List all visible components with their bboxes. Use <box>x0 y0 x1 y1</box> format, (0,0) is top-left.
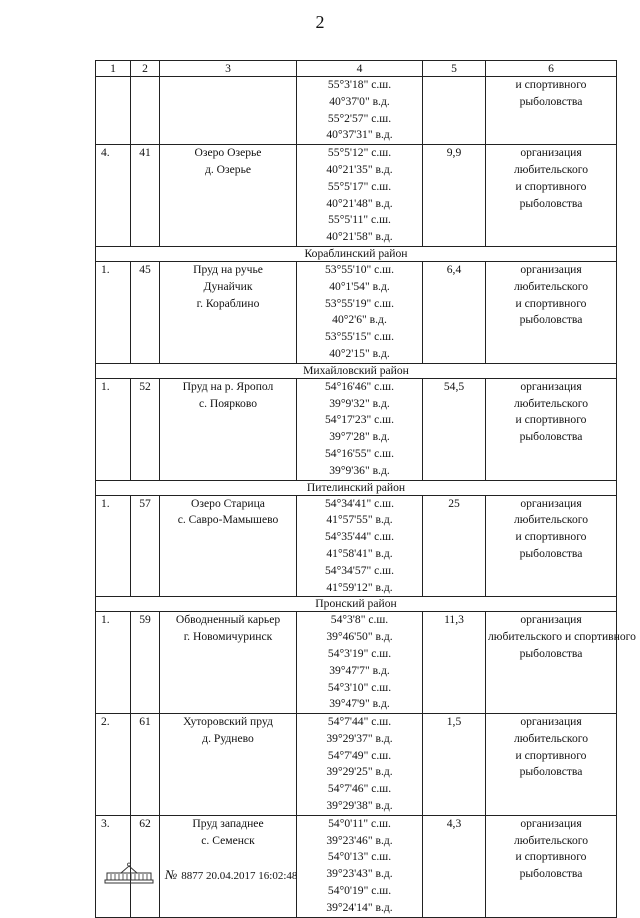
area-cell <box>423 77 486 145</box>
coordinates-cell-line: 54°3'19" с.ш. <box>327 646 392 660</box>
district-title: Михайловский район <box>96 363 617 378</box>
coordinates-cell-line: 39°47'7" в.д. <box>329 663 390 677</box>
table-row <box>96 261 617 363</box>
purpose-cell-line: организация <box>520 496 582 510</box>
coordinates-cell-line: 41°58'41" в.д. <box>326 546 393 560</box>
object-name-cell-line: Пруд на ручье <box>193 262 263 276</box>
coordinates-cell-line: 54°3'8" с.ш. <box>330 613 389 627</box>
coordinates-cell-line: 40°2'15" в.д. <box>329 346 390 360</box>
continuation-row <box>96 77 617 145</box>
coordinates-cell <box>297 495 423 597</box>
district-title: Пронский район <box>96 597 617 612</box>
purpose-cell-line: рыболовства <box>519 546 583 560</box>
purpose-cell-line: организация <box>520 816 582 830</box>
object-name-cell-line: Хуторовский пруд <box>183 715 273 729</box>
coordinates-cell-line: 54°7'49" с.ш. <box>327 748 392 762</box>
coordinates-cell-line: 40°37'0" в.д. <box>329 94 390 108</box>
area-cell: 6,4 <box>423 261 486 363</box>
coordinates-cell-line: 55°5'17" с.ш. <box>327 179 392 193</box>
district-section-row <box>96 597 617 612</box>
registration-stamp <box>165 867 297 883</box>
object-name-cell-line: д. Руднево <box>202 731 254 745</box>
row-number-cell: 4. <box>96 145 131 247</box>
purpose-cell-line: и спортивного <box>515 413 587 427</box>
coordinates-cell-line: 40°21'48" в.д. <box>326 196 393 210</box>
coordinates-cell-line: 53°55'15" с.ш. <box>324 330 394 344</box>
purpose-cell <box>486 145 617 247</box>
purpose-cell-line: любительского <box>513 833 589 847</box>
purpose-cell-line: рыболовства <box>519 94 583 108</box>
number-sign: № <box>165 867 178 882</box>
district-section-row <box>96 480 617 495</box>
coordinates-cell-line: 54°7'44" с.ш. <box>327 715 392 729</box>
object-name-cell-line: Пруд на р. Яропол <box>182 379 274 393</box>
purpose-cell-line: рыболовства <box>519 867 583 881</box>
purpose-cell-line: организация <box>520 146 582 160</box>
object-id-cell: 57 <box>131 495 160 597</box>
object-name-cell-line: г. Новомичуринск <box>183 630 273 644</box>
coordinates-cell-line: 39°9'36" в.д. <box>329 463 390 477</box>
coordinates-cell-line: 54°34'57" с.ш. <box>324 563 394 577</box>
district-section-row <box>96 246 617 261</box>
coordinates-cell-line: 55°5'11" с.ш. <box>328 213 391 227</box>
coordinates-cell-line: 54°3'10" с.ш. <box>327 680 392 694</box>
coordinates-cell-line: 39°9'32" в.д. <box>329 396 390 410</box>
coordinates-cell <box>297 145 423 247</box>
row-number-cell: 3. <box>96 815 131 917</box>
coordinates-cell-line: 55°3'18" с.ш. <box>327 78 392 91</box>
coordinates-cell-line: 41°57'55" в.д. <box>326 513 393 527</box>
purpose-cell-line: рыболовства <box>519 196 583 210</box>
coordinates-cell-line: 53°55'19" с.ш. <box>324 296 394 310</box>
object-name-cell-line: с. Савро-Мамышево <box>177 513 279 527</box>
object-name-cell-line: д. Озерье <box>204 162 252 176</box>
row-number-cell: 1. <box>96 378 131 480</box>
district-title: Кораблинский район <box>96 246 617 261</box>
coordinates-cell-line: 39°46'50" в.д. <box>326 630 393 644</box>
purpose-cell-line: и спортивного <box>515 179 587 193</box>
purpose-cell-line: и спортивного <box>515 530 587 544</box>
coordinates-cell-line: 39°29'37" в.д. <box>326 731 393 745</box>
purpose-cell-line: и спортивного <box>515 78 587 91</box>
coordinates-cell-line: 55°5'12" с.ш. <box>327 146 392 160</box>
object-name-cell-line: Озеро Старица <box>191 496 265 510</box>
building-stamp-icon <box>103 861 155 885</box>
purpose-cell-line: организация <box>520 613 582 627</box>
area-cell: 1,5 <box>423 714 486 816</box>
coordinates-cell-line: 54°17'23" с.ш. <box>324 413 394 427</box>
table-row <box>96 378 617 480</box>
page-number: 2 <box>315 12 325 32</box>
purpose-cell <box>486 612 636 714</box>
coordinates-cell-line: 39°29'38" в.д. <box>326 799 393 813</box>
coordinates-cell-line: 40°1'54" в.д. <box>329 279 390 293</box>
row-number-cell: 2. <box>96 714 131 816</box>
purpose-cell <box>486 495 617 597</box>
header-cell: 2 <box>131 61 160 77</box>
purpose-cell-line: рыболовства <box>519 765 583 779</box>
object-name-cell <box>160 378 297 480</box>
header-cell: 6 <box>486 61 617 77</box>
coordinates-cell-line: 41°59'12" в.д. <box>326 580 393 594</box>
purpose-cell <box>486 378 617 480</box>
purpose-cell-line: любительского <box>513 731 589 745</box>
header-cell: 5 <box>423 61 486 77</box>
purpose-cell <box>486 815 617 917</box>
purpose-cell-line: рыболовства <box>519 430 583 444</box>
object-name-cell <box>160 495 297 597</box>
object-name-cell-line: г. Кораблино <box>196 296 260 310</box>
purpose-cell <box>486 77 617 145</box>
area-cell: 54,5 <box>423 378 486 480</box>
purpose-cell-line: любительского и спортивного <box>488 630 636 644</box>
coordinates-cell-line: 39°7'28" в.д. <box>329 430 390 444</box>
coordinates-cell-line: 53°55'10" с.ш. <box>324 262 394 276</box>
table-row <box>96 612 617 714</box>
coordinates-cell-line: 54°7'46" с.ш. <box>327 782 392 796</box>
area-cell: 4,3 <box>423 815 486 917</box>
object-id-cell: 62 <box>131 815 160 917</box>
coordinates-cell <box>297 261 423 363</box>
coordinates-cell-line: 40°2'6" в.д. <box>332 313 387 327</box>
document-footer <box>103 859 297 885</box>
object-name-cell <box>160 77 297 145</box>
purpose-cell-line: любительского <box>513 513 589 527</box>
object-name-cell <box>160 714 297 816</box>
object-name-cell-line: с. Поярково <box>198 396 258 410</box>
object-name-cell <box>160 261 297 363</box>
coordinates-cell-line: 39°47'9" в.д. <box>329 697 390 711</box>
coordinates-cell-line: 54°0'19" с.ш. <box>327 884 392 898</box>
coordinates-cell-line: 55°2'57" с.ш. <box>327 111 392 125</box>
coordinates-cell-line: 40°37'31" в.д. <box>326 128 393 142</box>
coordinates-cell-line: 39°24'14" в.д. <box>326 900 393 914</box>
header-cell: 1 <box>96 61 131 77</box>
area-cell: 25 <box>423 495 486 597</box>
purpose-cell-line: организация <box>520 262 582 276</box>
purpose-cell-line: любительского <box>513 396 589 410</box>
district-section-row <box>96 363 617 378</box>
purpose-cell-line: организация <box>520 715 582 729</box>
object-id-cell: 45 <box>131 261 160 363</box>
table-row <box>96 145 617 247</box>
area-cell: 11,3 <box>423 612 486 714</box>
coordinates-cell-line: 40°21'35" в.д. <box>326 162 393 176</box>
area-cell: 9,9 <box>423 145 486 247</box>
object-name-cell <box>160 612 297 714</box>
row-number-cell: 1. <box>96 261 131 363</box>
purpose-cell <box>486 261 617 363</box>
coordinates-cell-line: 54°0'13" с.ш. <box>327 850 392 864</box>
coordinates-cell <box>297 714 423 816</box>
coordinates-cell-line: 39°29'25" в.д. <box>326 765 393 779</box>
coordinates-cell-line: 54°16'46" с.ш. <box>324 379 394 393</box>
header-cell: 3 <box>160 61 297 77</box>
object-name-cell-line: Дунайчик <box>203 279 253 293</box>
table-header-row <box>96 61 617 77</box>
coordinates-cell <box>297 378 423 480</box>
coordinates-cell-line: 54°35'44" с.ш. <box>324 530 394 544</box>
object-id-cell: 59 <box>131 612 160 714</box>
coordinates-cell-line: 54°0'11" с.ш. <box>328 816 391 830</box>
table-body <box>96 61 636 918</box>
row-number-cell: 1. <box>96 495 131 597</box>
object-name-cell-line: Пруд западнее <box>192 816 264 830</box>
reservoir-table <box>95 60 636 918</box>
coordinates-cell-line: 54°16'55" с.ш. <box>324 446 394 460</box>
purpose-cell-line: организация <box>520 379 582 393</box>
header-cell: 4 <box>297 61 423 77</box>
table-row <box>96 495 617 597</box>
purpose-cell-line: и спортивного <box>515 296 587 310</box>
district-title: Пителинский район <box>96 480 617 495</box>
purpose-cell <box>486 714 617 816</box>
row-number-cell: 1. <box>96 612 131 714</box>
purpose-cell-line: и спортивного <box>515 748 587 762</box>
object-name-cell-line: Озеро Озерье <box>194 146 262 160</box>
coordinates-cell <box>297 815 423 917</box>
reservoir-table-container <box>95 60 636 918</box>
object-name-cell <box>160 145 297 247</box>
coordinates-cell-line: 39°23'46" в.д. <box>326 833 393 847</box>
object-id-cell: 41 <box>131 145 160 247</box>
object-id-cell <box>131 77 160 145</box>
coordinates-cell-line: 54°34'41" с.ш. <box>324 496 394 510</box>
coordinates-cell <box>297 77 423 145</box>
coordinates-cell <box>297 612 423 714</box>
object-name-cell-line: Обводненный карьер <box>175 613 281 627</box>
purpose-cell-line: любительского <box>513 162 589 176</box>
purpose-cell-line: рыболовства <box>519 313 583 327</box>
table-row <box>96 714 617 816</box>
coordinates-cell-line: 40°21'58" в.д. <box>326 230 393 244</box>
object-id-cell: 61 <box>131 714 160 816</box>
registration-text: 8877 20.04.2017 16:02:48 <box>181 870 298 882</box>
row-number-cell <box>96 77 131 145</box>
purpose-cell-line: рыболовства <box>519 646 583 660</box>
purpose-cell-line: и спортивного <box>515 850 587 864</box>
object-name-cell-line: с. Семенск <box>201 833 255 847</box>
coordinates-cell-line: 39°23'43" в.д. <box>326 867 393 881</box>
object-id-cell: 52 <box>131 378 160 480</box>
purpose-cell-line: любительского <box>513 279 589 293</box>
